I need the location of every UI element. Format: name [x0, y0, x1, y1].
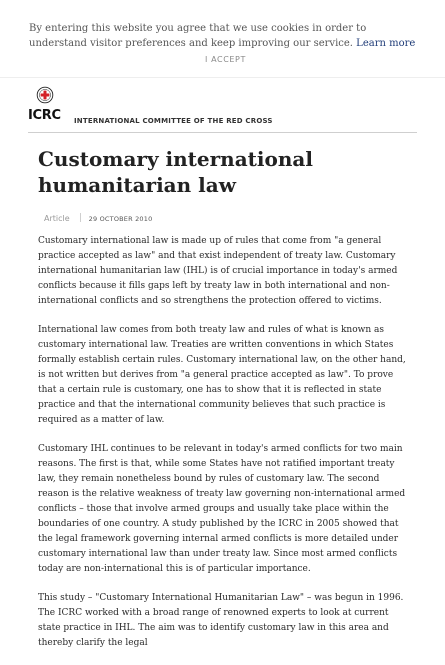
logo-text: ICRC [28, 108, 61, 123]
article-body [38, 234, 410, 665]
paragraph: Customary international law is made up of rules that come from "a general practice accepted as law" and that exist independent of treaty law. Customary international humanitarian law (IHL) is of crucial importance in today's armed conflicts because it fills gaps left by treaty law in both international and non-international conflicts and so strengthens the protection offered to victims. [38, 236, 398, 306]
cookie-banner [0, 0, 445, 78]
paragraph: Customary IHL continues to be relevant in today's armed conflicts for two main reasons. The first is that, while some States have not ratified important treaty law, they remain nonetheless bound by rules of customary law. The second reason is the relative weakness of treaty law governing non-international armed conflicts – those that involve armed groups and usually take place within the boundaries of one country. A study published by the ICRC in 2005 showed that the legal framework governing internal armed conflicts is more detailed under customary international law than under treaty law. Since most armed conflicts today are non-international this is of particular importance. [38, 444, 406, 574]
paragraph: International law comes from both treaty law and rules of what is known as customary international law. Treaties are written conventions in which States formally establish certain rules. Customary international law, on the other hand, is not written but derives from "a general practice accepted as law". To prove that a certain rule is customary, one has to show that it is reflected in state practice and that the international community believes that such practice is required as a matter of law. [38, 325, 406, 425]
page-title: Customary international humanitarian law [38, 147, 313, 197]
meta-separator [80, 213, 81, 222]
cookie-text: By entering this website you agree that we use cookies in order to understand visitor preferences and keep improving our service. [29, 23, 367, 49]
red-cross-emblem-icon [36, 86, 54, 104]
banner-divider [0, 77, 445, 78]
learn-more-link[interactable]: Learn more [356, 37, 416, 49]
organization-name: INTERNATIONAL COMMITTEE OF THE RED CROSS [74, 117, 273, 125]
accept-cookies-button[interactable]: I ACCEPT [205, 55, 246, 64]
cookie-message [29, 22, 419, 51]
article-type-label: Article [44, 214, 70, 223]
header-divider [28, 132, 417, 133]
article-date: 29 OCTOBER 2010 [88, 215, 153, 223]
article-meta [44, 206, 152, 225]
icrc-logo[interactable] [28, 86, 68, 126]
paragraph: This study – "Customary International Humanitarian Law" – was begun in 1996. The ICRC worked with a broad range of renowned experts to look at current state practice in IHL. The aim was to identify customary law in this area and thereby clarify the legal [38, 593, 404, 648]
